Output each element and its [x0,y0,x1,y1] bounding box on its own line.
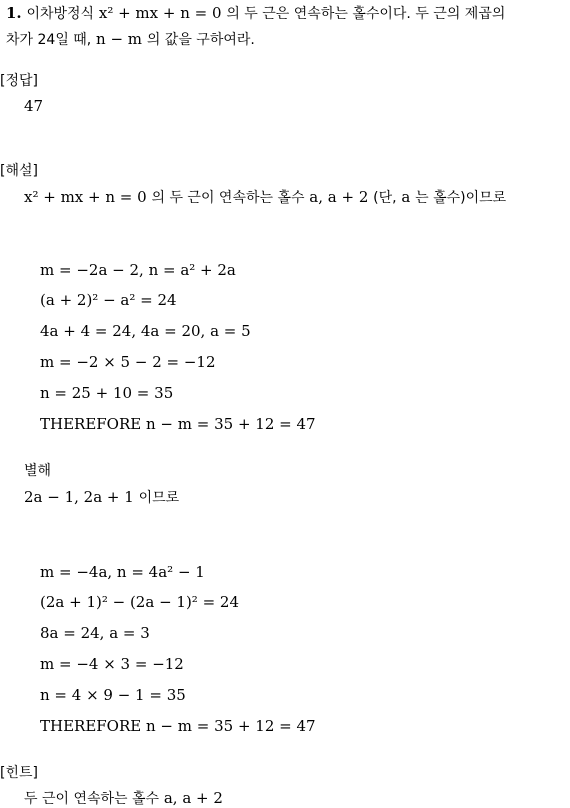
solution-text: 는 홀수)이므로 [415,190,507,206]
alt-solution-step: m = −4 × 3 = −12 [40,655,184,673]
solution-label: [해설] [0,163,38,179]
problem-number: 1. [6,4,22,22]
answer-value: 47 [24,97,44,115]
solution-step: m = −2a − 2, n = a² + 2a [40,261,236,279]
expression: n − m [96,30,143,48]
hint-label: [힌트] [0,765,38,781]
solution-step: n = 25 + 10 = 35 [40,384,174,402]
expression: 2a − 1, 2a + 1 [24,488,134,506]
hint-text [24,791,223,806]
solution-text: 이므로 [138,490,180,506]
equation: x² + mx + n = 0 [98,4,222,22]
alt-solution-intro [24,490,179,505]
alt-solution-step: THEREFORE n − m = 35 + 12 = 47 [40,717,316,735]
problem-text: 이차방정식 [26,6,95,22]
alt-solution-step: m = −4a, n = 4a² − 1 [40,563,205,581]
expression: a, a + 2 [163,789,223,807]
expression: a [401,188,411,206]
alt-solution-step: n = 4 × 9 − 1 = 35 [40,686,186,704]
solution-step: (a + 2)² − a² = 24 [40,291,177,309]
expression: a, a + 2 [309,188,369,206]
solution-step: 4a + 4 = 24, 4a = 20, a = 5 [40,322,251,340]
solution-text: 의 두 근이 연속하는 홀수 [151,190,305,206]
solution-step: m = −2 × 5 − 2 = −12 [40,353,216,371]
alt-solution-label: 별해 [24,463,52,479]
problem-line-2 [6,32,255,47]
solution-text: (단, [373,190,397,206]
problem-line-1 [6,6,505,21]
hint-text-ko: 두 근이 연속하는 홀수 [24,791,160,807]
problem-text: 의 값을 구하여라. [146,32,255,48]
answer-label: [정답] [0,73,38,89]
alt-solution-step: (2a + 1)² − (2a − 1)² = 24 [40,593,239,611]
solution-intro [24,190,506,205]
equation: x² + mx + n = 0 [24,188,147,206]
solution-step: THEREFORE n − m = 35 + 12 = 47 [40,415,316,433]
alt-solution-step: 8a = 24, a = 3 [40,624,150,642]
problem-text: 의 두 근은 연속하는 홀수이다. 두 근의 제곱의 [226,6,506,22]
problem-text: 차가 24일 때, [6,32,92,48]
